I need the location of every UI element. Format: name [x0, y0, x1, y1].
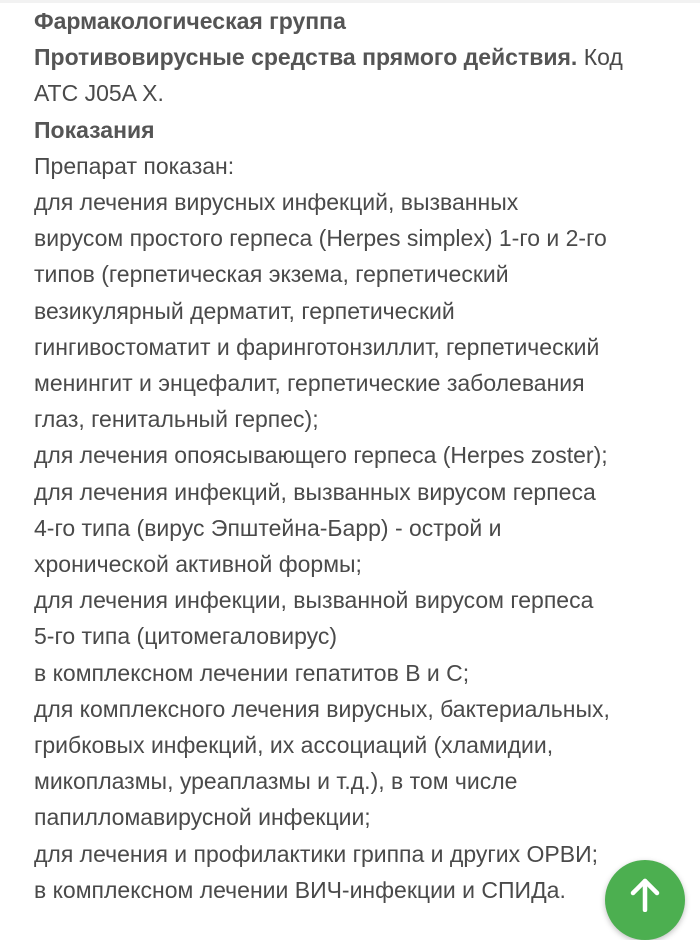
indication-line: 4-го типа (вирус Эпштейна-Барр) - острой и: [34, 514, 502, 541]
indication-line: для лечения опоясывающего герпеса (Herpes zoster);: [34, 442, 608, 469]
article-content: [34, 3, 674, 908]
heading-indications: Показания: [34, 116, 155, 143]
indication-line: грибковых инфекций, их ассоциаций (хламидии,: [34, 732, 554, 759]
indication-line: глаз, генитальный герпес);: [34, 406, 319, 433]
indication-line: хронической активной формы;: [34, 551, 362, 578]
indication-line: в комплексном лечении гепатитов В и С;: [34, 659, 470, 686]
indication-line: для лечения инфекций, вызванных вирусом герпеса: [34, 478, 596, 505]
pharmacological-group-line: [34, 39, 674, 75]
indication-line: вирусом простого герпеса (Herpes simplex) 1-го и 2-го: [34, 225, 607, 252]
pharmacological-group-value: Противовирусные средства прямого действия.: [34, 44, 578, 71]
indication-line: в комплексном лечении ВИЧ-инфекции и СПИДа.: [34, 876, 566, 903]
scroll-to-top-button[interactable]: [605, 860, 685, 940]
indication-line: менингит и энцефалит, герпетические заболевания: [34, 370, 585, 397]
indication-line: для лечения вирусных инфекций, вызванных: [34, 189, 519, 216]
indication-line: гингивостоматит и фаринготонзиллит, герпетический: [34, 333, 600, 360]
indication-line: микоплазмы, уреаплазмы и т.д.), в том числе: [34, 768, 518, 795]
indication-line: для лечения и профилактики гриппа и других ОРВИ;: [34, 840, 598, 867]
indication-line: типов (герпетическая экзема, герпетический: [34, 261, 509, 288]
atc-code-value: АТС J05A X.: [34, 80, 164, 107]
indication-line: для лечения инфекции, вызванной вирусом герпеса: [34, 587, 594, 614]
arrow-up-icon: [629, 878, 661, 912]
indication-line: Препарат показан:: [34, 152, 235, 179]
indication-line: папилломавирусной инфекции;: [34, 804, 371, 831]
indication-line: 5-го типа (цитомегаловирус): [34, 623, 338, 650]
indication-line: везикулярный дерматит, герпетический: [34, 297, 455, 324]
atc-code-label: Код: [577, 44, 623, 71]
indication-line: для комплексного лечения вирусных, бактериальных,: [34, 695, 610, 722]
heading-pharmacological-group: Фармакологическая группа: [34, 8, 346, 34]
